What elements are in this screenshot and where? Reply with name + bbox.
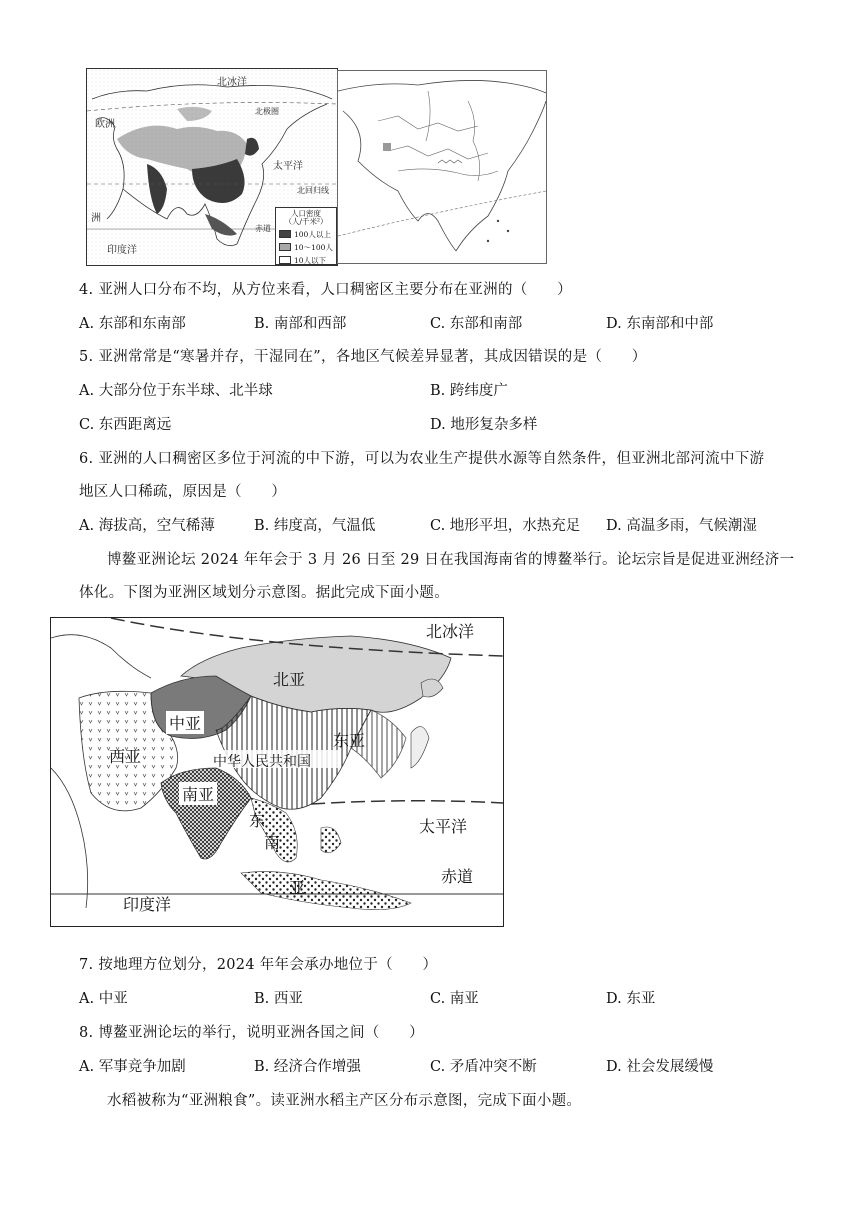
q7-option-c: C. 南亚: [430, 991, 479, 1007]
terrain-map-graphic: [338, 71, 546, 263]
legend-label-high: 100人以上: [294, 229, 331, 239]
q4-stem: 4. 亚洲人口分布不均，从方位来看，人口稠密区主要分布在亚洲的（ ）: [79, 282, 572, 298]
map1-label-equator: 赤道: [255, 224, 271, 233]
passage1-line2: 体化。下图为亚洲区域划分示意图。据此完成下面小题。: [79, 585, 449, 601]
map1-label-arctic: 北冰洋: [217, 77, 247, 88]
map1-label-indian-ocean: 印度洋: [107, 245, 137, 256]
legend-row-mid: [279, 242, 333, 253]
q5-option-a: A. 大部分位于东半球、北半球: [79, 383, 273, 399]
region-label-north-asia: 北亚: [273, 670, 306, 689]
q4-option-a: A. 东部和东南部: [79, 316, 186, 332]
legend-label-low: 10人以下: [294, 255, 327, 265]
regions-map-graphic: [51, 618, 503, 926]
region-label-indian-ocean: 印度洋: [123, 895, 172, 914]
q6-stem-line2: 地区人口稀疏，原因是（ ）: [79, 484, 287, 500]
q6-stem-line1: 6. 亚洲的人口稠密区多位于河流的中下游，可以为农业生产提供水源等自然条件，但亚洲北部河流中下游: [79, 451, 765, 467]
q4-option-c: C. 东部和南部: [430, 316, 523, 332]
q8-option-b: B. 经济合作增强: [254, 1059, 361, 1075]
region-label-pacific: 太平洋: [419, 817, 468, 836]
q7-option-d: D. 东亚: [606, 991, 656, 1007]
region-label-south-asia: 南亚: [179, 782, 217, 805]
map1-label-europe: 欧洲: [95, 119, 115, 130]
region-label-southeast-3: 亚: [289, 878, 306, 897]
q5-stem: 5. 亚洲常常是“寒暑并存，干湿同在”，各地区气候差异显著，其成因错误的是（ ）: [79, 349, 647, 365]
map1-label-arctic-circle: 北极圈: [255, 107, 279, 116]
legend-row-low: [279, 255, 333, 266]
region-label-central-asia: 中亚: [166, 711, 204, 734]
q5-option-c: C. 东西距离远: [79, 417, 172, 433]
q6-option-d: D. 高温多雨，气候潮湿: [606, 518, 757, 534]
legend-label-mid: 10～100人: [294, 242, 333, 252]
asia-regions-map: [50, 617, 504, 927]
q6-option-c: C. 地形平坦，水热充足: [430, 518, 581, 534]
map1-label-continent: 洲: [91, 213, 101, 224]
region-label-equator: 赤道: [441, 867, 474, 886]
q8-option-a: A. 军事竞争加剧: [79, 1059, 186, 1075]
q7-option-a: A. 中亚: [79, 991, 128, 1007]
passage2-line1: 水稻被称为“亚洲粮食”。读亚洲水稻主产区分布示意图，完成下面小题。: [107, 1093, 582, 1109]
q6-option-a: A. 海拔高，空气稀薄: [79, 518, 215, 534]
map1-label-pacific: 太平洋: [273, 161, 303, 172]
population-density-map: [86, 68, 338, 266]
population-legend: [275, 207, 337, 265]
region-label-southeast-2: 南: [264, 833, 281, 852]
q5-option-d: D. 地形复杂多样: [430, 417, 538, 433]
region-label-southeast-1: 东: [249, 811, 266, 830]
q7-stem: 7. 按地理方位划分，2024 年年会承办地位于（ ）: [79, 957, 438, 973]
legend-title: 人口密度 （人/千米²）: [284, 209, 328, 227]
q4-option-d: D. 东南部和中部: [606, 316, 714, 332]
region-label-china: 中华人民共和国: [213, 754, 311, 770]
q4-option-b: B. 南部和西部: [254, 316, 347, 332]
asia-terrain-map: [337, 70, 547, 264]
region-label-arctic: 北冰洋: [426, 622, 475, 641]
legend-row-high: [279, 229, 333, 240]
passage1-line1: 博鳌亚洲论坛 2024 年年会于 3 月 26 日至 29 日在我国海南省的博鳌举行。论坛宗旨是促进亚洲经济一: [107, 552, 795, 568]
map1-label-tropic: 北回归线: [297, 186, 329, 195]
q8-option-c: C. 矛盾冲突不断: [430, 1059, 537, 1075]
q6-option-b: B. 纬度高，气温低: [254, 518, 376, 534]
q8-option-d: D. 社会发展缓慢: [606, 1059, 714, 1075]
q8-stem: 8. 博鳌亚洲论坛的举行，说明亚洲各国之间（ ）: [79, 1025, 424, 1041]
q5-option-b: B. 跨纬度广: [430, 383, 508, 399]
region-label-west-asia: 西亚: [109, 747, 142, 766]
region-label-east-asia: 东亚: [333, 731, 366, 750]
q7-option-b: B. 西亚: [254, 991, 303, 1007]
